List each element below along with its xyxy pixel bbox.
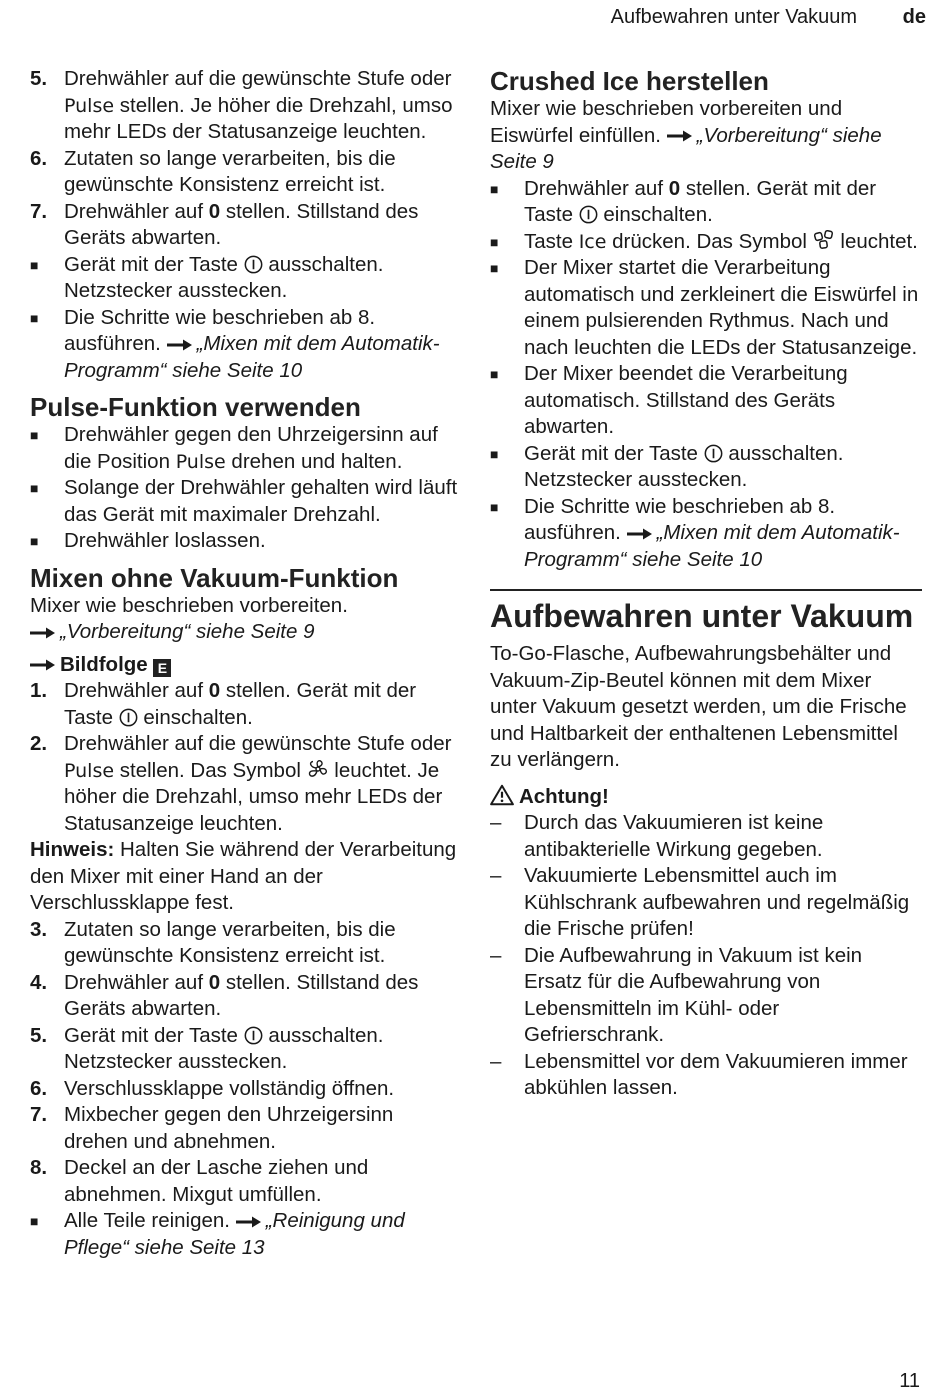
bullet-text: Gerät mit der Taste ausschalten. Netzstecker ausstecken. xyxy=(524,441,844,491)
step-text: Drehwähler auf 0 stellen. Gerät mit der Taste einschalten. xyxy=(64,679,417,729)
bullet-marker: ■ xyxy=(30,533,39,549)
step-number: 5. xyxy=(30,1023,48,1047)
paragraph: Mixer wie beschrieben vorbereiten. xyxy=(30,593,348,617)
step-number: 6. xyxy=(30,146,48,170)
cross-reference: „Vorbereitung“ siehe Seite 9 xyxy=(60,620,315,643)
step-number: 1. xyxy=(30,679,48,702)
bullet-item xyxy=(30,1208,460,1261)
bullet-item xyxy=(490,494,922,574)
dash-item xyxy=(490,1049,922,1102)
power-button-icon xyxy=(244,255,263,274)
step-item xyxy=(30,1076,460,1103)
dash-marker: – xyxy=(490,943,502,967)
bullet-text: Alle Teile reinigen. „Reinigung und Pflege“ siehe Seite 13 xyxy=(64,1209,405,1259)
step-number: 4. xyxy=(30,970,48,994)
fan-icon xyxy=(307,758,329,780)
step-text: Gerät mit der Taste ausschalten. Netzstecker ausstecken. xyxy=(64,1023,384,1073)
keyword-pulse: Pulse xyxy=(64,759,115,782)
bullet-text: Die Schritte wie beschrieben ab 8. ausführen. „Mixen mit dem Automatik-Programm“ siehe Seite 10 xyxy=(64,305,440,382)
bullet-marker: ■ xyxy=(30,1213,39,1229)
step-item xyxy=(30,199,460,252)
step-number: 7. xyxy=(30,1103,48,1126)
dash-text: Die Aufbewahrung in Vakuum ist kein Ersatz für die Aufbewahrung von Lebensmitteln im Kühl- oder Gefrierschrank. xyxy=(524,943,863,1046)
bullet-item xyxy=(30,528,460,555)
step-number: 3. xyxy=(30,917,48,941)
keyword-ice: Ice xyxy=(578,230,607,253)
cross-reference: „Reinigung und Pflege“ siehe Seite 13 xyxy=(64,1209,405,1259)
bullet-item xyxy=(490,255,922,361)
bullet-marker: ■ xyxy=(30,309,39,326)
right-arrow-icon xyxy=(30,658,56,672)
step-number: 7. xyxy=(30,199,48,223)
paragraph: Mixer wie beschrieben vorbereiten und Eiswürfel einfüllen. „Vorbereitung“ siehe Seite 9 xyxy=(490,97,882,173)
bullet-item xyxy=(490,176,922,229)
section-heading: Pulse-Funktion verwenden xyxy=(30,392,361,422)
bullet-text: Gerät mit der Taste ausschalten. Netzstecker ausstecken. xyxy=(64,252,384,302)
dash-item xyxy=(490,810,922,863)
paragraph: To-Go-Flasche, Aufbewahrungsbehälter und Vakuum-Zip-Beutel können mit dem Mixer unter Vakuum gesetzt werden, um die Frische und Haltbarkeit der enthaltenen Lebensmittel zu verlängern. xyxy=(490,642,907,771)
paragraph xyxy=(30,619,460,646)
step-text: Drehwähler auf die gewünschte Stufe oder Pulse stellen. Das Symbol leuchtet. Je höher die Drehzahl, umso mehr LEDs der Statusanzeige leuchten. xyxy=(64,732,452,835)
bullet-text: Drehwähler loslassen. xyxy=(64,529,266,552)
bullet-marker: ■ xyxy=(30,256,39,273)
power-button-icon xyxy=(119,708,138,727)
bullet-item xyxy=(30,305,460,385)
keyword-pulse: Pulse xyxy=(64,94,115,117)
figure-letter-badge: E xyxy=(153,659,171,677)
step-text: Drehwähler auf 0 stellen. Stillstand des Geräts abwarten. xyxy=(64,199,419,249)
right-arrow-icon xyxy=(667,129,693,143)
right-arrow-icon xyxy=(30,626,56,640)
dash-text: Vakuumierte Lebensmittel auch im Kühlschrank aufbewahren und regelmäßig die Frische prüfen! xyxy=(524,864,910,940)
section-heading: Mixen ohne Vakuum-Funktion xyxy=(30,562,399,593)
step-item xyxy=(30,66,460,146)
bullet-marker: ■ xyxy=(490,445,499,462)
step-item xyxy=(30,1102,460,1155)
keyword-pulse: Pulse xyxy=(175,450,226,473)
dash-item xyxy=(490,943,922,1049)
right-arrow-icon xyxy=(236,1215,262,1229)
power-button-icon xyxy=(244,1026,263,1045)
bullet-marker: ■ xyxy=(490,498,499,515)
power-button-icon xyxy=(579,205,598,224)
bullet-text: Drehwähler gegen den Uhrzeigersinn auf die Position Pulse drehen und halten. xyxy=(64,423,438,473)
step-item xyxy=(30,970,460,1023)
step-text: Verschlussklappe vollständig öffnen. xyxy=(64,1076,395,1100)
bullet-item xyxy=(30,475,460,528)
bullet-item xyxy=(490,441,922,494)
step-number: 6. xyxy=(30,1076,48,1100)
cross-reference: „Mixen mit dem Automatik-Programm“ siehe Seite 10 xyxy=(64,332,440,382)
section-divider xyxy=(490,589,922,591)
bullet-text: Der Mixer beendet die Verarbeitung automatisch. Stillstand des Geräts abwarten. xyxy=(524,362,848,438)
dash-text: Durch das Vakuumieren ist keine antibakterielle Wirkung gegeben. xyxy=(524,811,824,861)
bullet-marker: ■ xyxy=(30,480,39,496)
bullet-marker: ■ xyxy=(30,427,39,443)
bullet-item xyxy=(30,422,460,475)
step-item xyxy=(30,917,460,970)
bullet-marker: ■ xyxy=(490,180,499,197)
right-arrow-icon xyxy=(167,338,193,352)
page-header xyxy=(611,6,926,29)
chapter-heading: Aufbewahren unter Vakuum xyxy=(490,598,914,634)
page-number: 11 xyxy=(899,1370,920,1392)
right-column xyxy=(490,66,922,1102)
step-number: 5. xyxy=(30,67,48,90)
step-text: Drehwähler auf 0 stellen. Stillstand des Geräts abwarten. xyxy=(64,970,419,1020)
bullet-marker: ■ xyxy=(490,233,499,250)
step-item xyxy=(30,1155,460,1208)
figure-sequence-label: Bildfolge E xyxy=(30,652,460,679)
step-number: 8. xyxy=(30,1156,48,1179)
dash-text: Lebensmittel vor dem Vakuumieren immer abkühlen lassen. xyxy=(524,1049,908,1099)
bullet-text: Taste Ice drücken. Das Symbol leuchtet. xyxy=(524,229,918,253)
bullet-item xyxy=(490,229,922,256)
warning-heading: Achtung! xyxy=(490,784,922,811)
dash-marker: – xyxy=(490,1049,502,1073)
right-arrow-icon xyxy=(627,527,653,541)
cross-reference: „Mixen mit dem Automatik-Programm“ siehe Seite 10 xyxy=(524,521,900,571)
bullet-item xyxy=(490,361,922,441)
dash-item xyxy=(490,863,922,943)
dash-marker: – xyxy=(490,811,502,834)
bullet-marker: ■ xyxy=(490,366,499,382)
step-item xyxy=(30,1023,460,1076)
step-item xyxy=(30,146,460,199)
step-text: Deckel an der Lasche ziehen und abnehmen. Mixgut umfüllen. xyxy=(64,1156,369,1206)
header-language: de xyxy=(902,6,926,28)
section-heading: Crushed Ice herstellen xyxy=(490,66,769,96)
step-text: Mixbecher gegen den Uhrzeigersinn drehen und abnehmen. xyxy=(64,1103,394,1153)
hint-note: Hinweis: Halten Sie während der Verarbeitung den Mixer mit einer Hand an der Verschlussklappe fest. xyxy=(30,838,457,914)
bullet-item xyxy=(30,252,460,305)
dash-marker: – xyxy=(490,864,502,887)
bullet-text: Solange der Drehwähler gehalten wird läuft das Gerät mit maximaler Drehzahl. xyxy=(64,476,458,526)
ice-cubes-icon xyxy=(813,229,835,251)
step-text: Drehwähler auf die gewünschte Stufe oder Pulse stellen. Je höher die Drehzahl, umso mehr LEDs der Statusanzeige leuchten. xyxy=(64,67,453,143)
bullet-text: Drehwähler auf 0 stellen. Gerät mit der Taste einschalten. xyxy=(524,176,877,226)
left-column xyxy=(30,66,460,1261)
power-button-icon xyxy=(704,444,723,463)
step-item xyxy=(30,731,460,837)
step-item xyxy=(30,678,460,731)
bullet-marker: ■ xyxy=(490,260,499,276)
warning-triangle-icon xyxy=(490,784,514,806)
bullet-text: Die Schritte wie beschrieben ab 8. ausführen. „Mixen mit dem Automatik-Programm“ siehe Seite 10 xyxy=(524,494,900,571)
step-text: Zutaten so lange verarbeiten, bis die gewünschte Konsistenz erreicht ist. xyxy=(64,146,396,196)
bullet-text: Der Mixer startet die Verarbeitung automatisch und zerkleinert die Eiswürfel in einem pulsierenden Rythmus. Nach und nach leuchten die LEDs der Statusanzeige. xyxy=(524,256,919,359)
cross-reference: „Vorbereitung“ siehe Seite 9 xyxy=(490,123,882,173)
step-text: Zutaten so lange verarbeiten, bis die gewünschte Konsistenz erreicht ist. xyxy=(64,917,396,967)
header-section-title: Aufbewahren unter Vakuum xyxy=(610,6,858,28)
step-number: 2. xyxy=(30,732,48,755)
